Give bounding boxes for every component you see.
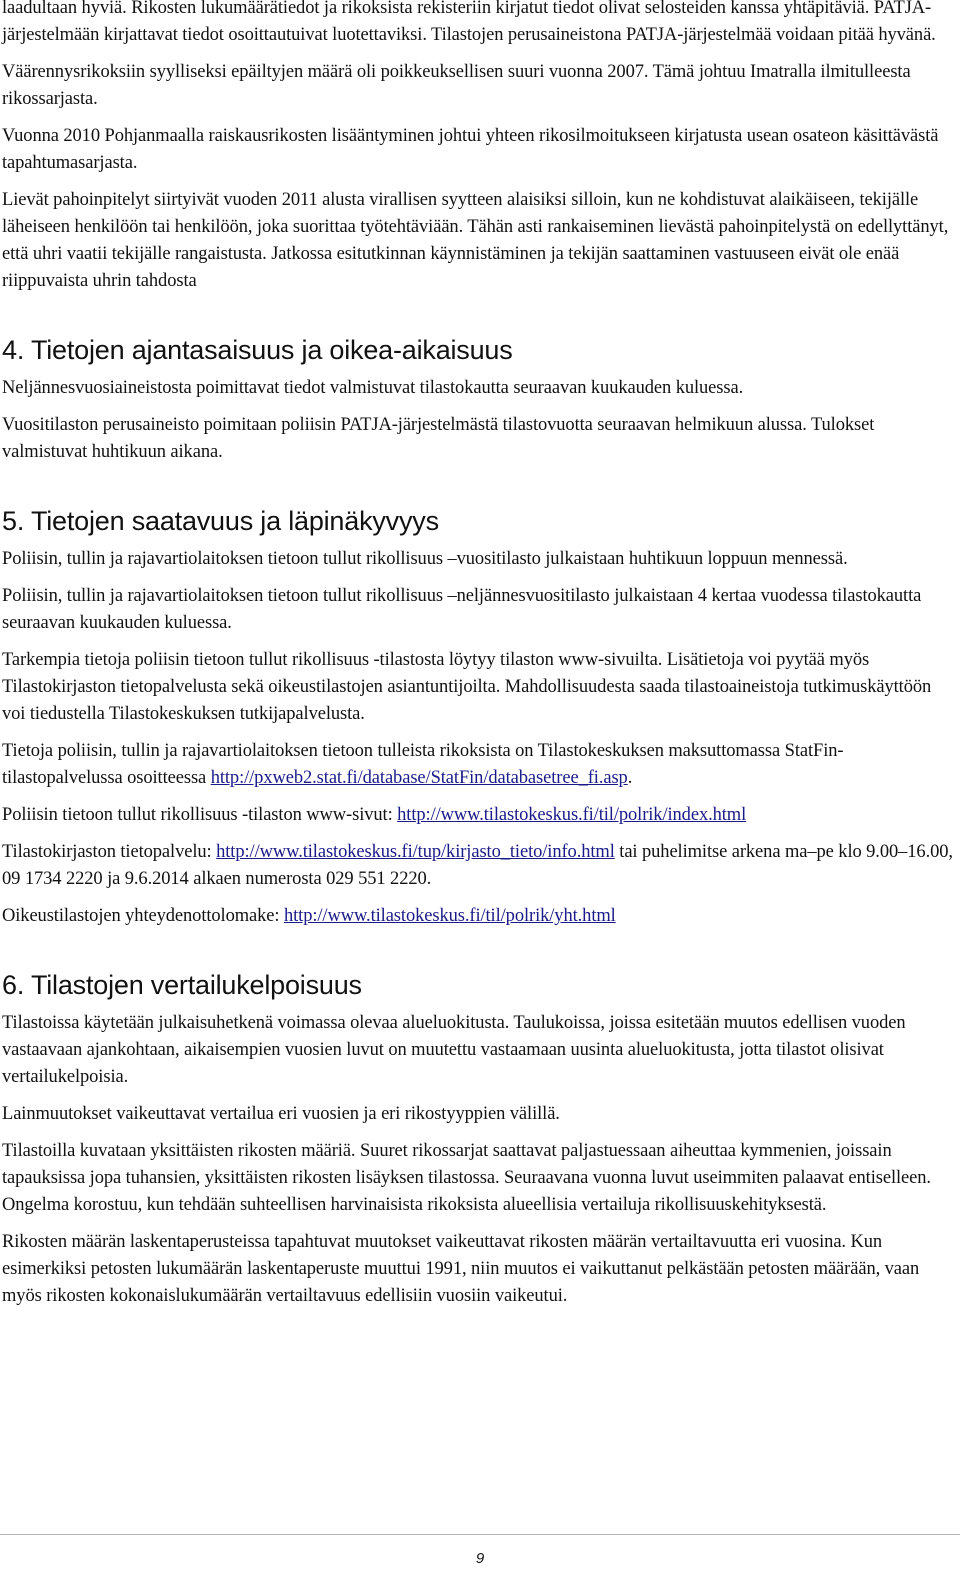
paragraph: Neljännesvuosiaineistosta poimittavat tiedot valmistuvat tilastokautta seuraavan kuukauden kuluessa. bbox=[2, 378, 744, 398]
page-number: 9 bbox=[475, 1550, 485, 1567]
section-title: Tietojen ajantasaisuus ja oikea-aikaisuus bbox=[30, 335, 513, 365]
paragraph: Tarkempia tietoja poliisin tietoon tullut rikollisuus -tilastosta löytyy tilaston www-sivuilta. Lisätietoja voi pyytää myös Tilastokirjaston tietopalvelusta sekä oikeustilastojen asiantuntijoilta. Mahdollisuudesta saada tilastoaineistoja tutkimuskäyttöön voi tiedustella Tilastokeskuksen tutkijapalvelusta. bbox=[2, 650, 932, 724]
contact-form-link[interactable]: http://www.tilastokeskus.fi/til/polrik/yht.html bbox=[283, 906, 616, 926]
section-title: Tietojen saatavuus ja läpinäkyvyys bbox=[30, 506, 439, 536]
paragraph: Tilastoilla kuvataan yksittäisten rikosten määriä. Suuret rikossarjat saattavat paljastuessaan aiheuttaa kymmenien, joissain tapauksissa jopa tuhansien, yksittäisten rikosten lisäyksen tilastossa. Seuraavana vuonna luvut useimmiten palaavat entiselleen. Ongelma korostuu, kun tehdään suhteellisen harvinaisista rikoksista alueellisia vertailuja rikollisuuskehityksestä. bbox=[2, 1141, 931, 1215]
paragraph: Poliisin, tullin ja rajavartiolaitoksen tietoon tullut rikollisuus –vuositilasto julkaistaan huhtikuun loppuun mennessä. bbox=[2, 549, 848, 569]
polrik-link[interactable]: http://www.tilastokeskus.fi/til/polrik/index.html bbox=[397, 805, 747, 825]
paragraph-text: . bbox=[627, 768, 633, 788]
paragraph: Tilastoissa käytetään julkaisuhetkenä voimassa olevaa alueluokitusta. Taulukoissa, joissa esitetään muutos edellisen vuoden vastaavaan ajankohtaan, aikaisempien vuosien luvut on muutettu vastaamaan uusinta alueluokitusta, jotta tilastot olisivat vertailukelpoisia. bbox=[2, 1013, 906, 1087]
paragraph: laadultaan hyviä. Rikosten lukumäärätiedot ja rikoksista rekisteriin kirjatut tiedot olivat selosteiden kanssa yhtäpitäviä. PATJA-järjestelmään kirjattavat tiedot osoittautuivat luotettaviksi. Tilastojen perusaineistona PATJA-järjestelmää voidaan pitää hyvänä. bbox=[2, 0, 936, 45]
section-number: 5. bbox=[2, 506, 25, 536]
paragraph-text: Tilastokirjaston tietopalvelu: bbox=[2, 842, 217, 862]
paragraph-library bbox=[2, 839, 958, 893]
paragraph-contact bbox=[2, 903, 958, 930]
paragraph: Lievät pahoinpitelyt siirtyivät vuoden 2011 alusta virallisen syytteen alaisiksi silloin, kun ne kohdistuvat alaikäiseen, tekijälle läheiseen henkilöön tai henkilöön, joka suorittaa työtehtäviään. Tähän asti rankaiseminen lievästä pahoinpitelystä on edellyttänyt, että uhri vaatii tekijälle rangaistusta. Jatkossa esitutkinnan käynnistäminen ja tekijän saattaminen vastuuseen eivät ole enää riippuvaista uhrin tahdosta bbox=[2, 190, 949, 291]
section-heading-4 bbox=[2, 333, 958, 367]
paragraph: Vuositilaston perusaineisto poimitaan poliisin PATJA-järjestelmästä tilastovuotta seuraavan helmikuun alussa. Tulokset valmistuvat huhtikuun aikana. bbox=[2, 415, 875, 462]
paragraph: Vuonna 2010 Pohjanmaalla raiskausrikosten lisääntyminen johtui yhteen rikosilmoitukseen kirjatusta usean osateon käsittävästä tapahtumasarjasta. bbox=[2, 126, 939, 173]
paragraph-text: Oikeustilastojen yhteydenottolomake: bbox=[2, 906, 284, 926]
library-link[interactable]: http://www.tilastokeskus.fi/tup/kirjasto_tieto/info.html bbox=[216, 842, 615, 862]
paragraph-text: Poliisin tietoon tullut rikollisuus -tilaston www-sivut: bbox=[2, 805, 398, 825]
paragraph: Poliisin, tullin ja rajavartiolaitoksen tietoon tullut rikollisuus –neljännesvuositilasto julkaistaan 4 kertaa vuodessa tilastokautta seuraavan kuukauden kuluessa. bbox=[2, 586, 922, 633]
section-heading-5 bbox=[2, 504, 958, 538]
document-page bbox=[2, 0, 958, 1320]
paragraph-polrik bbox=[2, 802, 958, 829]
statfin-link[interactable]: http://pxweb2.stat.fi/database/StatFin/databasetree_fi.asp bbox=[210, 768, 628, 788]
section-number: 4. bbox=[2, 335, 25, 365]
section-heading-6 bbox=[2, 968, 958, 1002]
section-number: 6. bbox=[2, 970, 25, 1000]
footer-divider bbox=[0, 1534, 960, 1535]
paragraph: Rikosten määrän laskentaperusteissa tapahtuvat muutokset vaikeuttavat rikosten määrän vertailtavuutta eri vuosina. Kun esimerkiksi petosten lukumäärän laskentaperuste muuttui 1991, niin muutos ei vaikuttanut pelkästään petosten määrään, vaan myös rikosten kokonaislukumäärän vertailtavuus edellisiin vuosiin vaikeutui. bbox=[2, 1232, 920, 1306]
paragraph-text: Tietoja poliisin, tullin ja rajavartiolaitoksen tietoon tulleista rikoksista on Tilastokeskuksen maksuttomassa StatFin-tilastopalvelussa osoitteessa bbox=[2, 741, 844, 788]
paragraph: Lainmuutokset vaikeuttavat vertailua eri vuosien ja eri rikostyyppien välillä. bbox=[2, 1104, 560, 1124]
section-title: Tilastojen vertailukelpoisuus bbox=[30, 970, 362, 1000]
paragraph-statfin bbox=[2, 738, 958, 792]
paragraph: Väärennysrikoksiin syylliseksi epäiltyjen määrä oli poikkeuksellisen suuri vuonna 2007. Tämä johtuu Imatralla ilmitulleesta rikossarjasta. bbox=[2, 62, 911, 109]
paragraph-text: tai puhelimitse arkena ma–pe klo 9.00–16.00, 09 1734 2220 ja 9.6.2014 alkaen numerosta 029 551 2220. bbox=[2, 842, 953, 889]
